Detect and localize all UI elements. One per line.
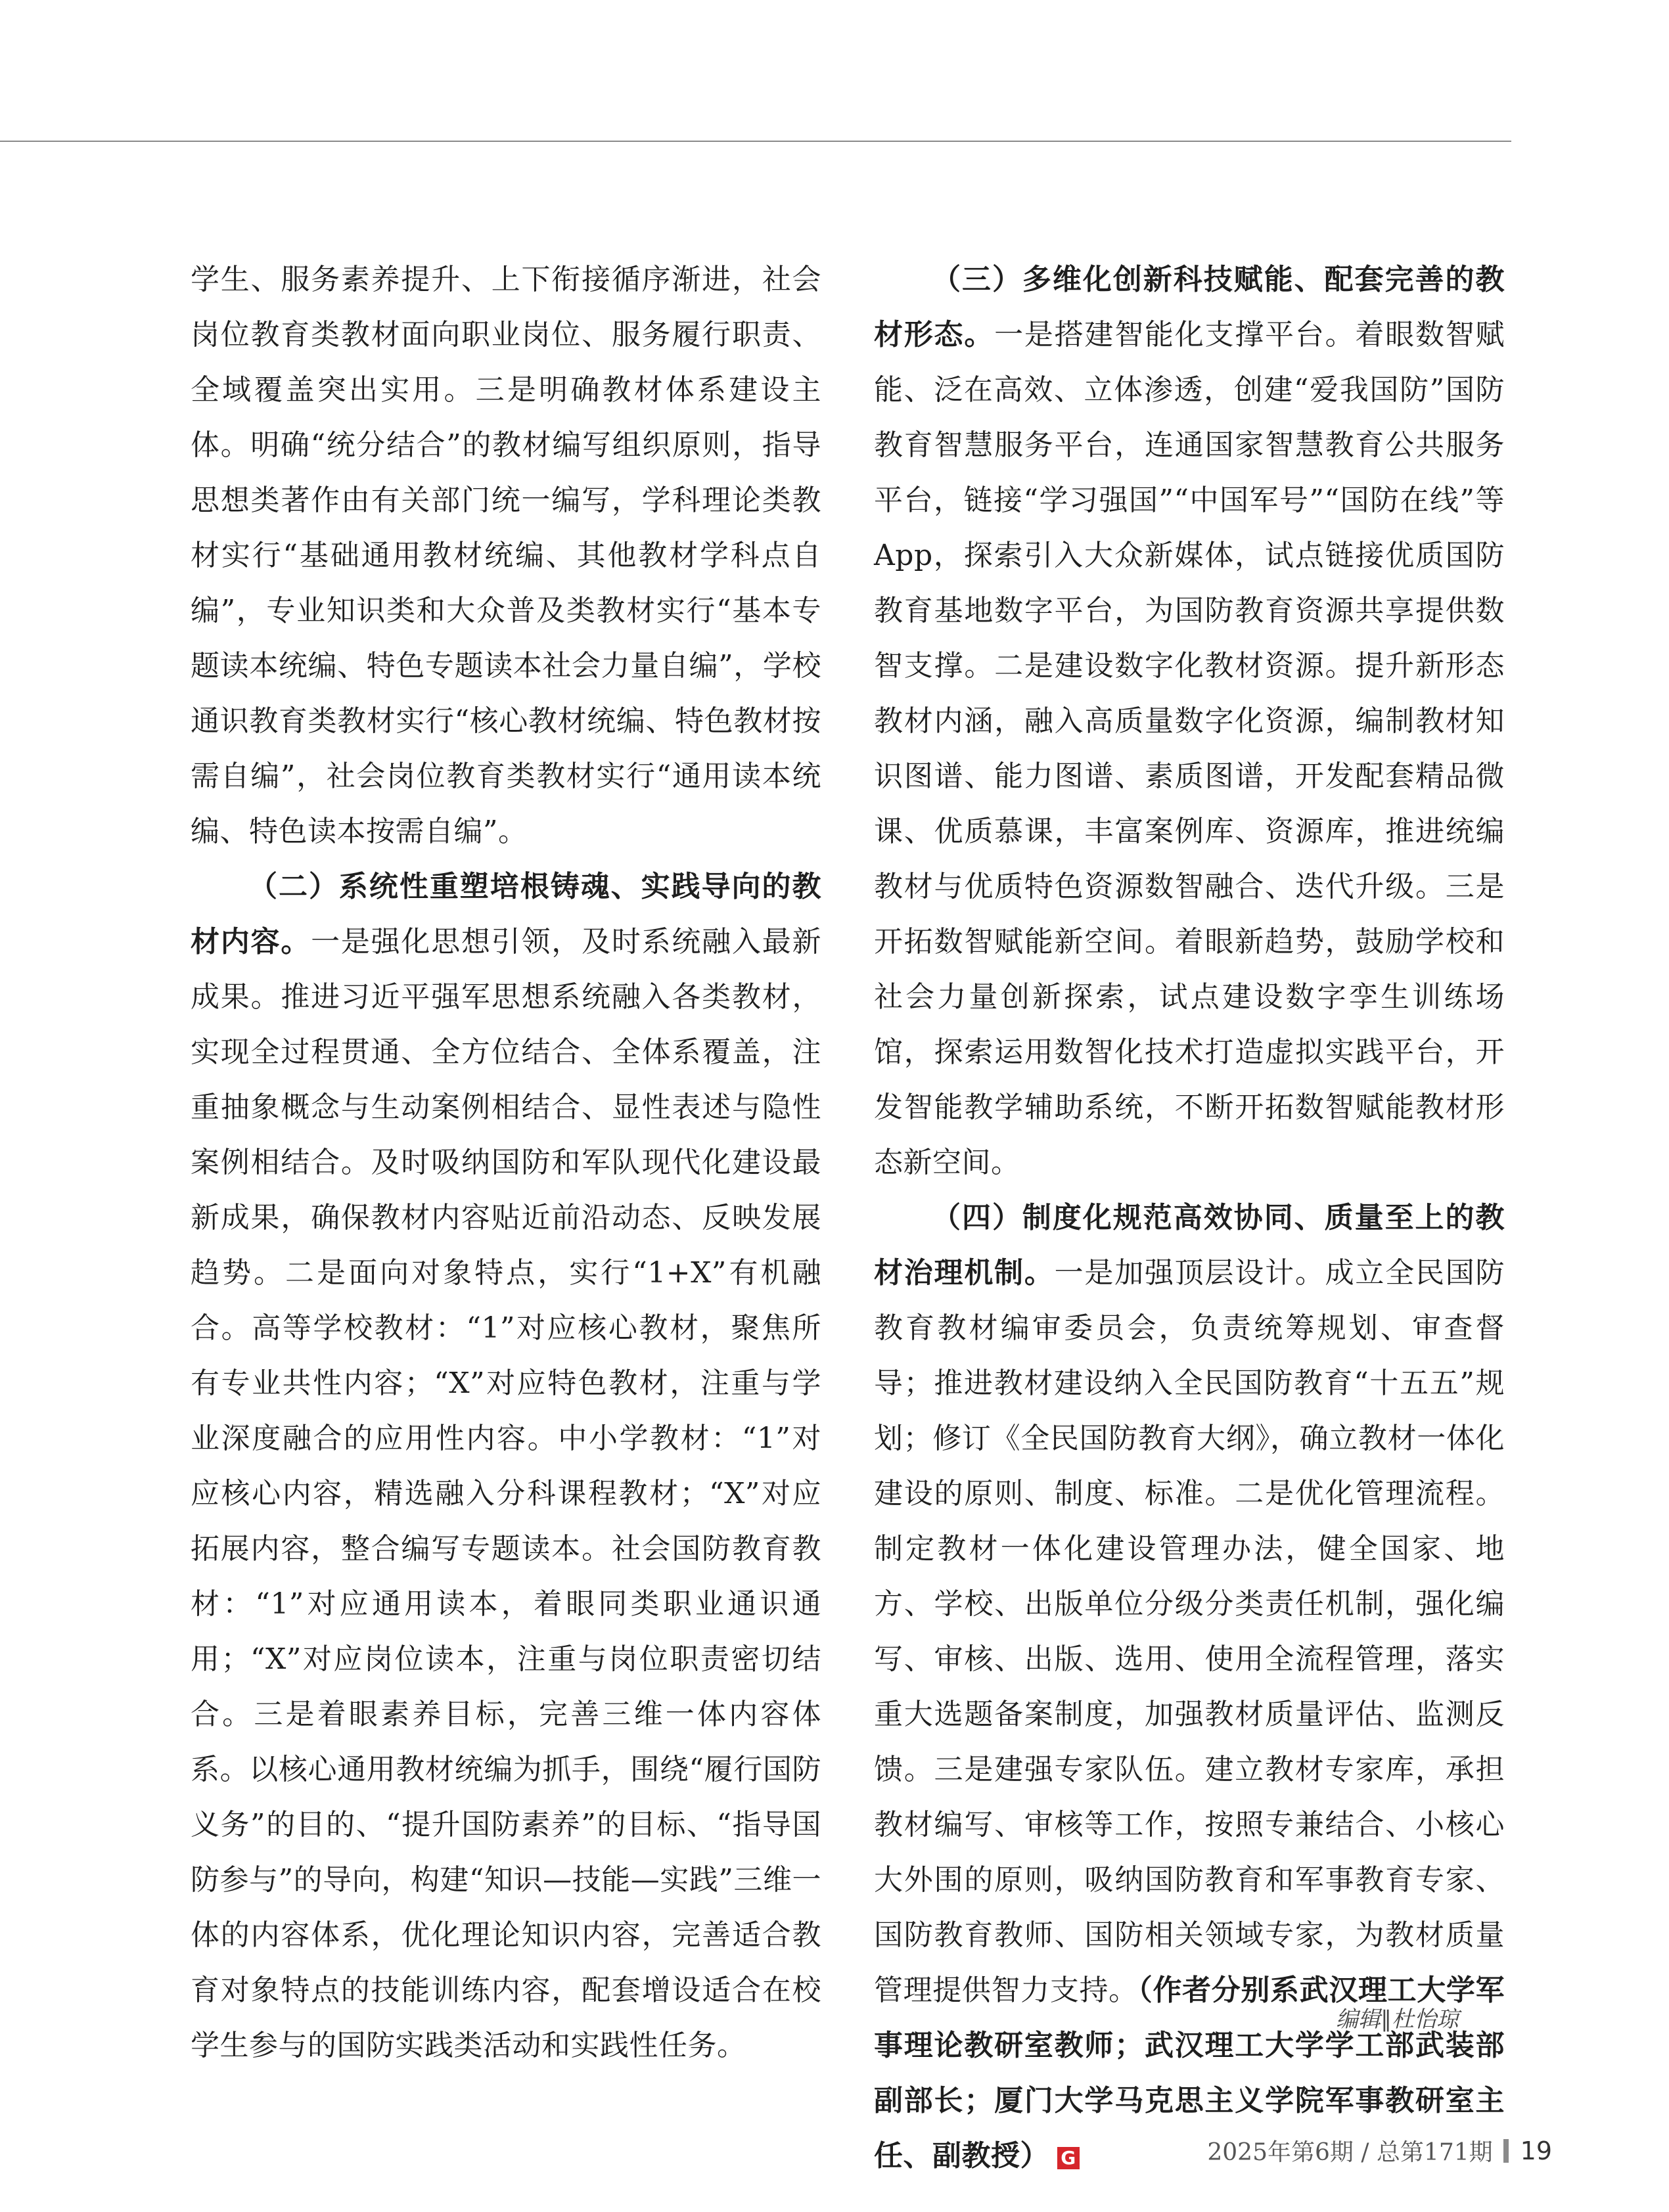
header-rule <box>0 141 1511 142</box>
issue-info: 2025年第6期 / 总第171期 <box>1207 2139 1493 2166</box>
section-heading-two: （二）系统性重塑培根铸魂、实践导向的教材内容。 <box>191 870 821 959</box>
paragraph-continued: 学生、服务素养提升、上下衔接循序渐进，社会岗位教育类教材面向职业岗位、服务履行职责、全域覆盖突出实用。三是明确教材体系建设主体。明确“统分结合”的教材编写组织原则，指导思想类著作由有关部门统一编写，学科理论类教材实行“基础通用教材统编、其他教材学科点自编”，专业知识类和大众普及类教材实行“基本专题读本统编、特色专题读本社会力量自编”，学校通识教育类教材实行“核心教材统编、特色教材按需自编”，社会岗位教育类教材实行“通用读本统编、特色读本按需自编”。 <box>191 263 821 848</box>
section-heading-three: （三）多维化创新科技赋能、配套完善的教材形态。 <box>874 263 1505 351</box>
right-column <box>874 252 1505 2184</box>
page-footer <box>1207 2134 1552 2167</box>
section-two <box>191 859 821 2073</box>
section-four <box>874 1190 1505 2184</box>
section-three <box>874 252 1505 1190</box>
section-two-body: 一是强化思想引领，及时系统融入最新成果。推进习近平强军思想系统融入各类教材，实现全过程贯通、全方位结合、全体系覆盖，注重抽象概念与生动案例相结合、显性表述与隐性案例相结合。及时吸纳国防和军队现代化建设最新成果，确保教材内容贴近前沿动态、反映发展趋势。二是面向对象特点，实行“1+X”有机融合。高等学校教材：“1”对应核心教材，聚焦所有专业共性内容；“X”对应特色教材，注重与学业深度融合的应用性内容。中小学教材：“1”对应核心内容，精选融入分科课程教材；“X”对应拓展内容，整合编写专题读本。社会国防教育教材：“1”对应通用读本，着眼同类职业通识通用；“X”对应岗位读本，注重与岗位职责密切结合。三是着眼素养目标，完善三维一体内容体系。以核心通用教材统编为抓手，围绕“履行国防义务”的目的、“提升国防素养”的目标、“指导国防参与”的导向，构建“知识—技能—实践”三维一体的内容体系，优化理论知识内容，完善适合教育对象特点的技能训练内容，配套增设适合在校学生参与的国防实践类活动和实践性任务。 <box>191 925 822 2062</box>
section-three-body: 一是搭建智能化支撑平台。着眼数智赋能、泛在高效、立体渗透，创建“爱我国防”国防教育智慧服务平台，连通国家智慧教育公共服务平台，链接“学习强国”“中国军号”“国防在线”等App，探索引入大众新媒体，试点链接优质国防教育基地数字平台，为国防教育资源共享提供数智支撑。二是建设数字化教材资源。提升新形态教材内涵，融入高质量数字化资源，编制教材知识图谱、能力图谱、素质图谱，开发配套精品微课、优质慕课，丰富案例库、资源库，推进统编教材与优质特色资源数智融合、迭代升级。三是开拓数智赋能新空间。着眼新趋势，鼓励学校和社会力量创新探索，试点建设数字孪生训练场馆，探索运用数智化技术打造虚拟实践平台，开发智能教学辅助系统，不断开拓数智赋能教材形态新空间。 <box>874 318 1505 1179</box>
author-note: （作者分别系武汉理工大学军事理论教研室教师；武汉理工大学学工部武装部副部长；厦门大学马克思主义学院军事教研室主任、副教授） <box>874 1974 1505 2173</box>
left-column <box>191 252 821 2073</box>
footer-divider <box>1503 2139 1509 2163</box>
end-mark-icon: G <box>1057 2147 1080 2169</box>
page-number: 19 <box>1520 2136 1552 2165</box>
editor-credit: 编辑∥杜怡琼 <box>1336 2006 1459 2033</box>
section-heading-four: （四）制度化规范高效协同、质量至上的教材治理机制。 <box>874 1201 1505 1290</box>
section-four-body: 一是加强顶层设计。成立全民国防教育教材编审委员会，负责统筹规划、审查督导；推进教材建设纳入全民国防教育“十五五”规划；修订《全民国防教育大纲》，确立教材一体化建设的原则、制度、标准。二是优化管理流程。制定教材一体化建设管理办法，健全国家、地方、学校、出版单位分级分类责任机制，强化编写、审核、出版、选用、使用全流程管理，落实重大选题备案制度，加强教材质量评估、监测反馈。三是建强专家队伍。建立教材专家库，承担教材编写、审核等工作，按照专兼结合、小核心大外围的原则，吸纳国防教育和军事教育专家、国防教育教师、国防相关领域专家，为教材质量管理提供智力支持。 <box>874 1256 1505 2007</box>
